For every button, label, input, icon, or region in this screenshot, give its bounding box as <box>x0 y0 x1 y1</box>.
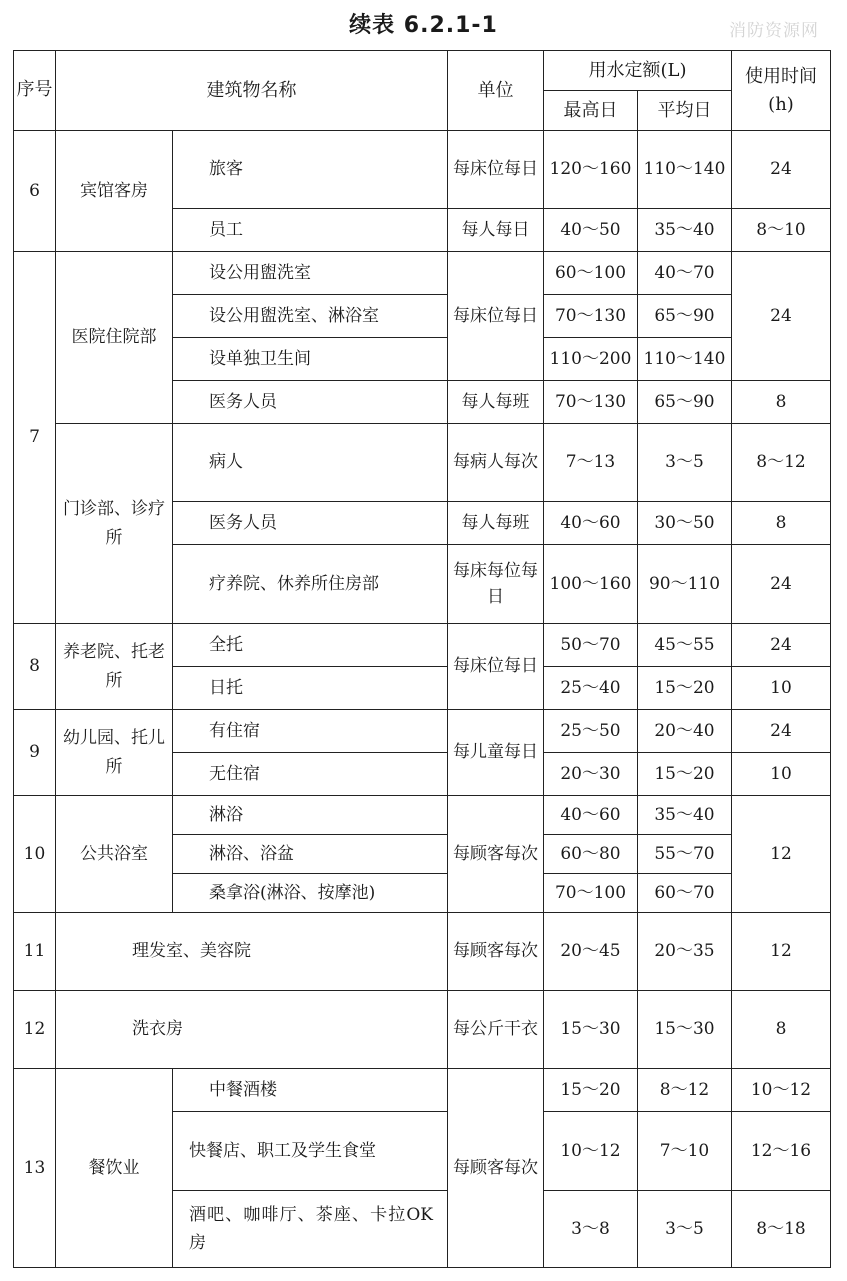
hours-cell: 12 <box>732 796 831 913</box>
unit-cell: 每人每日 <box>448 209 544 252</box>
max-day-cell: 25～50 <box>544 710 638 753</box>
unit-cell: 每公斤干衣 <box>448 991 544 1069</box>
max-day-cell: 50～70 <box>544 624 638 667</box>
avg-day-cell: 55～70 <box>638 835 732 874</box>
unit-cell: 每人每班 <box>448 381 544 424</box>
max-day-cell: 15～20 <box>544 1069 638 1112</box>
avg-day-cell: 65～90 <box>638 381 732 424</box>
item-name-cell: 医务人员 <box>173 502 448 545</box>
avg-day-cell: 110～140 <box>638 131 732 209</box>
avg-day-cell: 35～40 <box>638 209 732 252</box>
max-day-cell: 70～130 <box>544 381 638 424</box>
max-day-cell: 60～100 <box>544 252 638 295</box>
avg-day-cell: 15～30 <box>638 991 732 1069</box>
max-day-cell: 70～130 <box>544 295 638 338</box>
avg-day-cell: 35～40 <box>638 796 732 835</box>
unit-cell: 每儿童每日 <box>448 710 544 796</box>
hours-cell: 24 <box>732 710 831 753</box>
hours-cell: 10 <box>732 667 831 710</box>
item-name-cell: 快餐店、职工及学生食堂 <box>173 1112 448 1191</box>
water-quota-table <box>13 50 831 1268</box>
hours-cell: 12～16 <box>732 1112 831 1191</box>
avg-day-cell: 60～70 <box>638 874 732 913</box>
hours-cell: 24 <box>732 131 831 209</box>
unit-cell: 每顾客每次 <box>448 1069 544 1268</box>
header-hours-line2: (h) <box>768 93 794 115</box>
item-name-cell: 旅客 <box>173 131 448 209</box>
item-name-cell: 桑拿浴(淋浴、按摩池) <box>173 874 448 913</box>
item-name-cell: 疗养院、休养所住房部 <box>173 545 448 624</box>
header-hours-line1: 使用时间 <box>745 65 817 87</box>
unit-cell: 每顾客每次 <box>448 913 544 991</box>
max-day-cell: 20～30 <box>544 753 638 796</box>
max-day-cell: 10～12 <box>544 1112 638 1191</box>
item-name-cell: 有住宿 <box>173 710 448 753</box>
seq-cell: 10 <box>14 796 56 913</box>
avg-day-cell: 45～55 <box>638 624 732 667</box>
item-name-cell: 酒吧、咖啡厅、茶座、卡拉OK房 <box>173 1191 448 1268</box>
max-day-cell: 25～40 <box>544 667 638 710</box>
avg-day-cell: 3～5 <box>638 424 732 502</box>
unit-cell: 每床位每日 <box>448 252 544 381</box>
max-day-cell: 20～45 <box>544 913 638 991</box>
seq-cell: 12 <box>14 991 56 1069</box>
seq-cell: 11 <box>14 913 56 991</box>
item-name-cell: 日托 <box>173 667 448 710</box>
category-cell: 医院住院部 <box>56 252 173 424</box>
hours-cell: 8～12 <box>732 424 831 502</box>
seq-cell: 7 <box>14 252 56 624</box>
header-avg-day: 平均日 <box>638 91 732 131</box>
category-cell: 门诊部、诊疗所 <box>56 424 173 624</box>
item-name-cell: 洗衣房 <box>56 991 448 1069</box>
max-day-cell: 40～60 <box>544 502 638 545</box>
header-seq: 序号 <box>14 51 56 131</box>
item-name-cell: 设公用盥洗室、淋浴室 <box>173 295 448 338</box>
header-quota: 用水定额(L) <box>544 51 732 91</box>
avg-day-cell: 7～10 <box>638 1112 732 1191</box>
seq-cell: 6 <box>14 131 56 252</box>
avg-day-cell: 40～70 <box>638 252 732 295</box>
hours-cell: 24 <box>732 252 831 381</box>
avg-day-cell: 15～20 <box>638 667 732 710</box>
avg-day-cell: 3～5 <box>638 1191 732 1268</box>
unit-cell: 每床位每日 <box>448 131 544 209</box>
header-max-day: 最高日 <box>544 91 638 131</box>
category-cell: 宾馆客房 <box>56 131 173 252</box>
table-title: 续表 6.2.1-1 <box>349 13 498 38</box>
seq-cell: 8 <box>14 624 56 710</box>
hours-cell: 8～18 <box>732 1191 831 1268</box>
item-name-cell: 设公用盥洗室 <box>173 252 448 295</box>
item-name-cell: 医务人员 <box>173 381 448 424</box>
max-day-cell: 3～8 <box>544 1191 638 1268</box>
unit-cell: 每病人每次 <box>448 424 544 502</box>
avg-day-cell: 15～20 <box>638 753 732 796</box>
max-day-cell: 40～60 <box>544 796 638 835</box>
header-unit: 单位 <box>448 51 544 131</box>
max-day-cell: 110～200 <box>544 338 638 381</box>
max-day-cell: 15～30 <box>544 991 638 1069</box>
seq-cell: 9 <box>14 710 56 796</box>
seq-cell: 13 <box>14 1069 56 1268</box>
avg-day-cell: 110～140 <box>638 338 732 381</box>
item-name-cell: 设单独卫生间 <box>173 338 448 381</box>
max-day-cell: 7～13 <box>544 424 638 502</box>
category-cell: 养老院、托老所 <box>56 624 173 710</box>
item-name-cell: 无住宿 <box>173 753 448 796</box>
item-name-cell: 全托 <box>173 624 448 667</box>
hours-cell: 8～10 <box>732 209 831 252</box>
watermark: 消防资源网 <box>729 21 819 41</box>
hours-cell: 8 <box>732 381 831 424</box>
hours-cell: 10 <box>732 753 831 796</box>
category-cell: 餐饮业 <box>56 1069 173 1268</box>
hours-cell: 24 <box>732 545 831 624</box>
avg-day-cell: 8～12 <box>638 1069 732 1112</box>
header-name: 建筑物名称 <box>56 51 448 131</box>
avg-day-cell: 30～50 <box>638 502 732 545</box>
avg-day-cell: 20～35 <box>638 913 732 991</box>
unit-cell: 每顾客每次 <box>448 796 544 913</box>
avg-day-cell: 20～40 <box>638 710 732 753</box>
category-cell: 公共浴室 <box>56 796 173 913</box>
avg-day-cell: 90～110 <box>638 545 732 624</box>
unit-cell: 每床位每日 <box>448 624 544 710</box>
item-name-cell: 理发室、美容院 <box>56 913 448 991</box>
header-hours <box>732 51 831 131</box>
category-cell: 幼儿园、托儿所 <box>56 710 173 796</box>
avg-day-cell: 65～90 <box>638 295 732 338</box>
hours-cell: 8 <box>732 502 831 545</box>
hours-cell: 8 <box>732 991 831 1069</box>
unit-cell: 每床每位每日 <box>448 545 544 624</box>
max-day-cell: 100～160 <box>544 545 638 624</box>
hours-cell: 12 <box>732 913 831 991</box>
hours-cell: 24 <box>732 624 831 667</box>
item-name-cell: 淋浴、浴盆 <box>173 835 448 874</box>
max-day-cell: 70～100 <box>544 874 638 913</box>
max-day-cell: 120～160 <box>544 131 638 209</box>
item-name-cell: 病人 <box>173 424 448 502</box>
unit-cell: 每人每班 <box>448 502 544 545</box>
item-name-cell: 中餐酒楼 <box>173 1069 448 1112</box>
max-day-cell: 40～50 <box>544 209 638 252</box>
item-name-cell: 员工 <box>173 209 448 252</box>
item-name-cell: 淋浴 <box>173 796 448 835</box>
max-day-cell: 60～80 <box>544 835 638 874</box>
hours-cell: 10～12 <box>732 1069 831 1112</box>
